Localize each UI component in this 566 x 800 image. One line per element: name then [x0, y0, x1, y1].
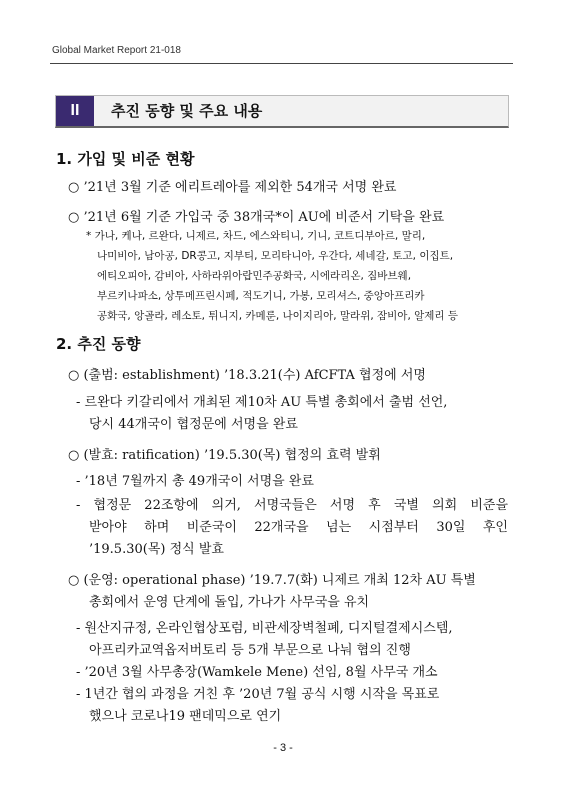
section-title: 추진 동향 및 주요 내용 — [111, 102, 263, 120]
bullet-establishment: ○ (출범: establishment) ’18.3.21(수) AfCFTA 협정에 서명 — [68, 368, 426, 383]
footnote-line: 나미비아, 남아공, DR콩고, 지부티, 모리타니아, 우간다, 세네갈, 토고, 이집트, — [97, 250, 454, 262]
header-divider — [50, 63, 513, 64]
bullet-ratification-status: ○ ’21년 6월 기준 가입국 중 38개국*이 AU에 비준서 기탁을 완료 — [68, 210, 445, 225]
bullet-signature-status: ○ ’21년 3월 기준 에리트레아를 제외한 54개국 서명 완료 — [68, 180, 397, 195]
detail-line: - 원산지규정, 온라인협상포럼, 비관세장벽철폐, 디지털결제시스템, — [76, 621, 453, 636]
detail-line: ’19.5.30(목) 정식 발효 — [89, 542, 224, 557]
report-header-title: Global Market Report 21-018 — [52, 45, 181, 56]
heading-accession-status: 1. 가입 및 비준 현황 — [56, 150, 195, 168]
section-number: II — [56, 96, 94, 126]
detail-line: - ’18년 7월까지 총 49개국이 서명을 완료 — [76, 474, 314, 489]
section-heading-box — [55, 95, 509, 128]
bullet-operational-cont: 총회에서 운영 단계에 돌입, 가나가 사무국을 유치 — [89, 595, 370, 610]
heading-progress: 2. 추진 동향 — [56, 335, 141, 353]
detail-line: 했으나 코로나19 팬데믹으로 연기 — [89, 709, 282, 724]
bullet-ratification: ○ (발효: ratification) ’19.5.30(목) 협정의 효력 발휘 — [68, 448, 381, 463]
footnote-line: 공화국, 앙골라, 레소토, 튀니지, 카메룬, 나이지리아, 말라위, 잠비아, 알제리 등 — [97, 310, 459, 322]
detail-line: - 르완다 키갈리에서 개최된 제10차 AU 특별 총회에서 출범 선언, — [76, 395, 448, 410]
page-number: - 3 - — [273, 742, 293, 754]
detail-line: 받아야 하며 비준국이 22개국을 넘는 시점부터 30일 후인 — [89, 520, 508, 535]
footnote-line: 부르키나파소, 상투메프린시페, 적도기니, 가봉, 모리셔스, 중앙아프리카 — [97, 290, 425, 302]
footnote-line: 에티오피아, 감비아, 사하라위아랍민주공화국, 시에라리온, 짐바브웨, — [97, 270, 412, 282]
detail-line: - 협정문 22조항에 의거, 서명국들은 서명 후 국별 의회 비준을 — [76, 498, 508, 513]
footnote-line: * 가나, 케나, 르완다, 니제르, 차드, 에스와티니, 기니, 코트디부아르, 말리, — [86, 230, 426, 242]
detail-line: 아프리카교역옵저버토리 등 5개 부문으로 나눠 협의 진행 — [89, 643, 411, 658]
detail-line: 당시 44개국이 협정문에 서명을 완료 — [89, 417, 298, 432]
bullet-operational: ○ (운영: operational phase) ’19.7.7(화) 니제르 개최 12차 AU 특별 — [68, 573, 476, 588]
detail-line: - 1년간 협의 과정을 거친 후 ’20년 7월 공식 시행 시작을 목표로 — [76, 687, 440, 702]
detail-line: - ’20년 3월 사무총장(Wamkele Mene) 선임, 8월 사무국 개소 — [76, 665, 438, 680]
